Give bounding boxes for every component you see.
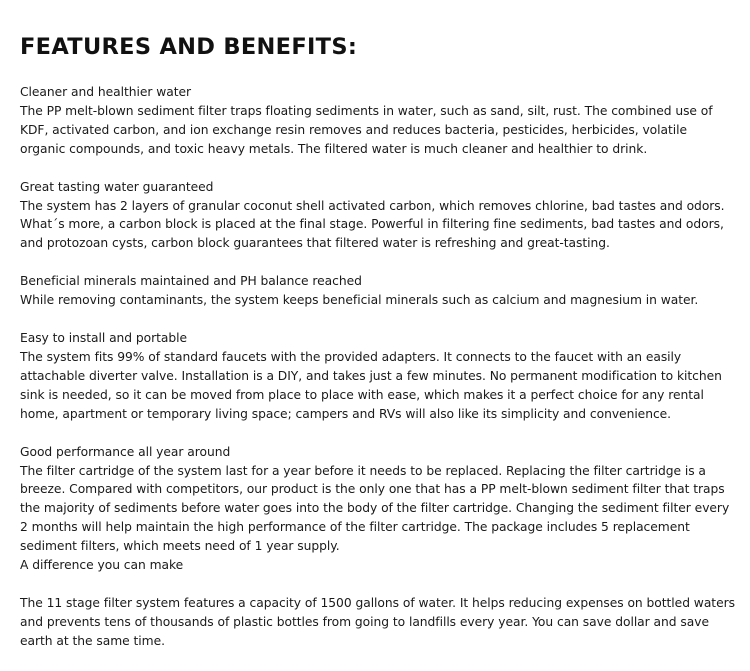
section-heading: Cleaner and healthier water [20, 85, 192, 99]
page-title: FEATURES AND BENEFITS: [20, 34, 358, 60]
section-cleaner-water [20, 83, 736, 159]
section-body: The 11 stage filter system features a capacity of 1500 gallons of water. It helps reducing expenses on bottled waters and prevents tens of thousands of plastic bottles from going to landfills every year. You can save dollar and save earth at the same time. [20, 595, 735, 648]
section-easy-install [20, 329, 736, 424]
section-great-taste [20, 178, 736, 254]
section-subheading: A difference you can make [20, 558, 184, 573]
section-difference [20, 594, 736, 651]
section-heading: Great tasting water guaranteed [20, 179, 214, 194]
section-heading: Easy to install and portable [20, 331, 188, 346]
section-body: The filter cartridge of the system last for a year before it needs to be replaced. Replacing the filter cartridge is a breeze. Compared with competitors, our product is the only one that has a PP melt-blown sediment filter that traps the majority of sediments before water goes into the body of the filter cartridge. Changing the sediment filter every 2 months will help maintain the high performance of the filter cartridge. The package includes 5 replacement sediment filters, which meets need of 1 year supply. [20, 463, 730, 554]
section-heading: Good performance all year around [20, 444, 231, 459]
features-document [20, 34, 736, 670]
section-performance [20, 443, 736, 575]
section-body: The system fits 99% of standard faucets with the provided adapters. It connects to the faucet with an easily attachable diverter valve. Installation is a DIY, and takes just a few minutes. No permanent modification to kitchen sink is needed, so it can be moved from place to place with ease, which makes it a perfect choice for any rental home, apartment or temporary living space; campers and RVs will also like its simplicity and convenience. [20, 349, 722, 421]
section-body: The system has 2 layers of granular coconut shell activated carbon, which removes chlorine, bad tastes and odors. What´s more, a carbon block is placed at the final stage. Powerful in filtering fine sediments, bad tastes and odors, and protozoan cysts, carbon block guarantees that filtered water is refreshing and great-tasting. [20, 198, 725, 251]
section-minerals [20, 272, 736, 310]
section-body: While removing contaminants, the system keeps beneficial minerals such as calcium and magnesium in water. [20, 293, 699, 308]
section-body: The PP melt-blown sediment filter traps floating sediments in water, such as sand, silt, rust. The combined use of KDF, activated carbon, and ion exchange resin removes and reduces bacteria, pesticides, herbicides, volatile organic compounds, and toxic heavy metals. The filtered water is much cleaner and healthier to drink. [20, 103, 713, 156]
section-heading: Beneficial minerals maintained and PH balance reached [20, 274, 362, 289]
